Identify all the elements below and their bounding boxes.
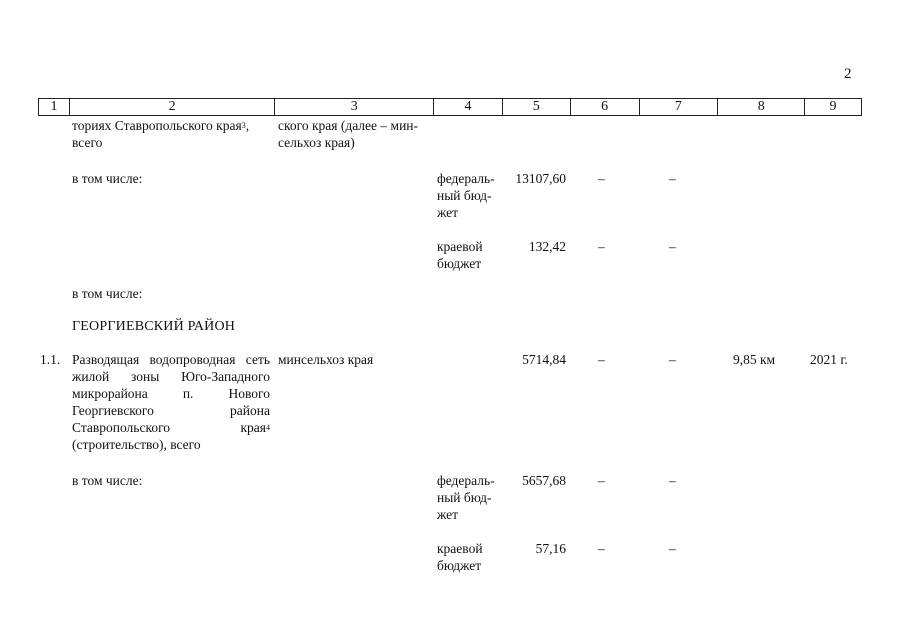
footnote-3: 3 [241, 121, 246, 130]
row2-including-label: в том числе: [72, 171, 143, 186]
row5-object-tail: (строительство), всего [72, 437, 201, 452]
row7-funding-source: краевой бюджет [437, 541, 483, 573]
page-number: 2 [844, 66, 852, 82]
row1-object-line2: всего [72, 135, 103, 150]
district-heading: ГЕОРГИЕВСКИЙ РАЙОН [72, 319, 236, 334]
header-col-5: 5 [503, 99, 571, 115]
row4-including-label: в том числе: [72, 286, 143, 301]
row6-col6-dash: – [598, 473, 605, 488]
row6-amount: 5657,68 [522, 473, 566, 488]
row3-col6-dash: – [598, 239, 605, 254]
row2-col7-dash: – [669, 171, 676, 186]
header-col-4: 4 [434, 99, 503, 115]
row6-funding-source: федераль- ный бюд- жет [437, 473, 495, 522]
row6-col7-dash: – [669, 473, 676, 488]
row1-object-comma: , [245, 118, 250, 133]
row3-funding-source: краевой бюджет [437, 239, 483, 271]
row1-object-name [72, 117, 277, 151]
header-col-2: 2 [70, 99, 276, 115]
footnote-4: 4 [266, 423, 270, 432]
row5-capacity: 9,85 км [733, 352, 776, 367]
row5-amount: 5714,84 [522, 352, 566, 367]
header-col-9: 9 [829, 99, 837, 114]
row5-customer: минсельхоз края [278, 352, 374, 367]
row7-col7-dash: – [669, 541, 676, 556]
row6-including-label: в том числе: [72, 473, 143, 488]
table-header-row [38, 98, 862, 116]
row5-col7-dash: – [669, 352, 676, 367]
row1-customer: ского края (далее – мин- сельхоз края) [278, 118, 419, 150]
header-col-1: 1 [39, 99, 70, 115]
row3-amount: 132,42 [528, 239, 566, 254]
row1-object-line1: ториях Ставропольского края [72, 118, 242, 133]
row5-year: 2021 г. [810, 352, 848, 367]
row2-col6-dash: – [598, 171, 605, 186]
row5-object-name [72, 351, 270, 453]
row5-col6-dash: – [598, 352, 605, 367]
row7-col6-dash: – [598, 541, 605, 556]
header-col-8: 8 [718, 99, 805, 115]
header-col-6: 6 [571, 99, 640, 115]
row3-col7-dash: – [669, 239, 676, 254]
row7-amount: 57,16 [535, 541, 566, 556]
header-col-3: 3 [275, 99, 434, 115]
row2-funding-source: федераль- ный бюд- жет [437, 171, 495, 220]
header-col-7: 7 [640, 99, 719, 115]
row5-item-number: 1.1. [40, 352, 61, 367]
row5-object-main: Разводящая водопроводная сеть жилой зоны Юго-Западного микрорайона п. Нового Георгиевского района Ставропольского края [72, 352, 270, 435]
row2-amount: 13107,60 [515, 171, 566, 186]
